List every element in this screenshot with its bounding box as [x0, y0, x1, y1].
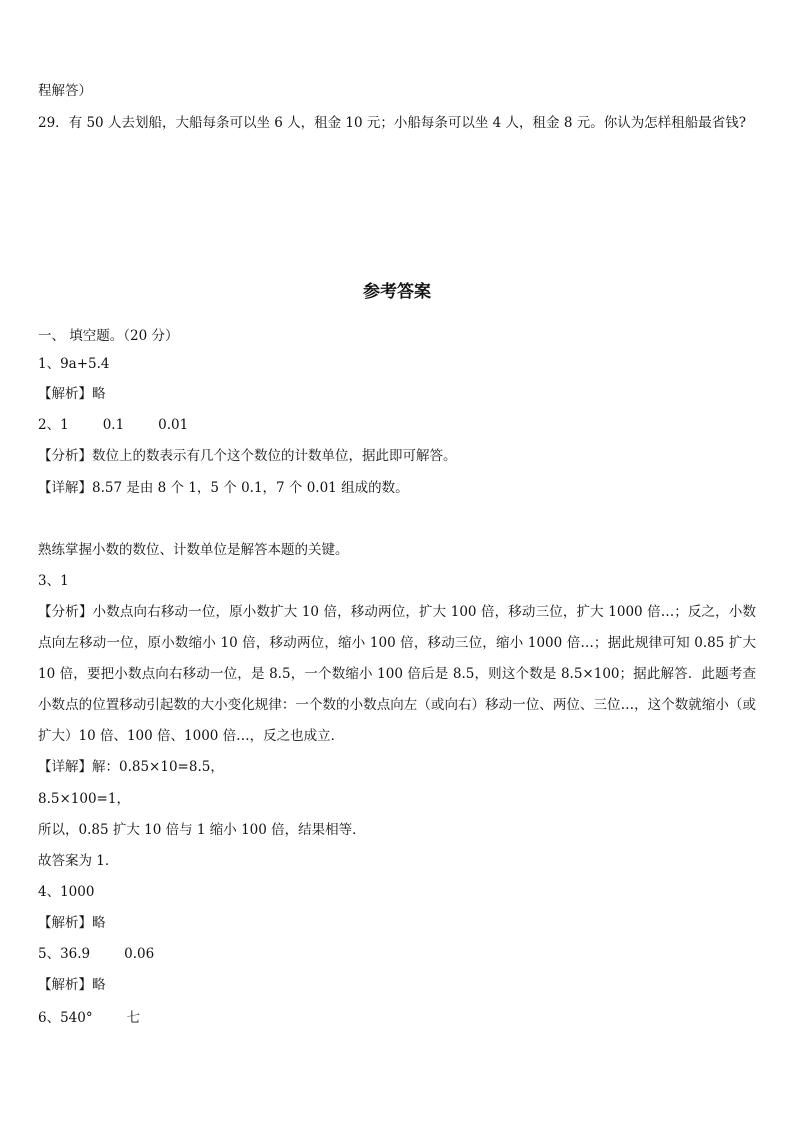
answer-6-value-2: 七 — [126, 1010, 141, 1026]
answer-2-value-1: 2、1 — [38, 417, 69, 433]
answer-4: 4、1000 — [38, 884, 95, 900]
answer-2-value-2: 0.1 — [102, 417, 125, 433]
section-fill-blank-heading: 一、 填空题。（20 分） — [38, 328, 179, 344]
previous-question-tail: 程解答） — [38, 83, 92, 99]
answer-6-value-1: 6、540° — [38, 1010, 93, 1026]
answer-4-analysis: 【解析】略 — [38, 915, 106, 931]
answer-3-step-2: 8.5×100=1， — [38, 791, 130, 807]
answer-3-conclusion: 所以，0.85 扩大 10 倍与 1 缩小 100 倍，结果相等． — [38, 822, 366, 838]
answer-1: 1、9a+5.4 — [38, 356, 110, 372]
question-29: 29．有 50 人去划船，大船每条可以坐 6 人，租金 10 元；小船每条可以坐 4 人，租金 8 元。你认为怎样租船最省钱? — [38, 115, 746, 131]
answer-2 — [38, 417, 188, 433]
answer-5-analysis: 【解析】略 — [38, 977, 106, 993]
answer-3-analysis: 【分析】小数点向右移动一位，原小数扩大 10 倍，移动两位，扩大 100 倍，移动三位，扩大 1000 倍…；反之，小数点向左移动一位，原小数缩小 10 倍，移动两位，缩小 100 倍，移动三位，缩小 1000 倍…；据此规律可知 0.85 扩大 10 倍，要把小数点向右移动一位，是 8.5，一个数缩小 100 倍后是 8.5，则这个数是 8.5×100；据此解答．此题考查小数点的位置移动引起数的大小变化规律：一个数的小数点向左（或向右）移动一位、两位、三位…，这个数就缩小（或扩大）10 倍、100 倍、1000 倍…，反之也成立． — [38, 604, 756, 744]
answer-1-analysis: 【解析】略 — [38, 386, 106, 402]
answer-2-key-point: 熟练掌握小数的数位、计数单位是解答本题的关键。 — [38, 542, 349, 558]
answer-3: 3、1 — [38, 573, 69, 589]
answer-5 — [38, 946, 154, 962]
answer-3-final: 故答案为 1． — [38, 853, 119, 869]
answer-6 — [38, 1010, 140, 1026]
answer-2-value-3: 0.01 — [158, 417, 189, 433]
answer-3-detail: 【详解】解：0.85×10=8.5， — [38, 759, 224, 775]
answer-5-value-1: 5、36.9 — [38, 946, 91, 962]
answer-2-analysis: 【分析】数位上的数表示有几个这个数位的计数单位，据此即可解答。 — [38, 448, 457, 464]
answer-2-detail: 【详解】8.57 是由 8 个 1，5 个 0.1，7 个 0.01 组成的数。 — [38, 480, 409, 496]
answers-title: 参考答案 — [363, 282, 431, 302]
answer-5-value-2: 0.06 — [124, 946, 155, 962]
